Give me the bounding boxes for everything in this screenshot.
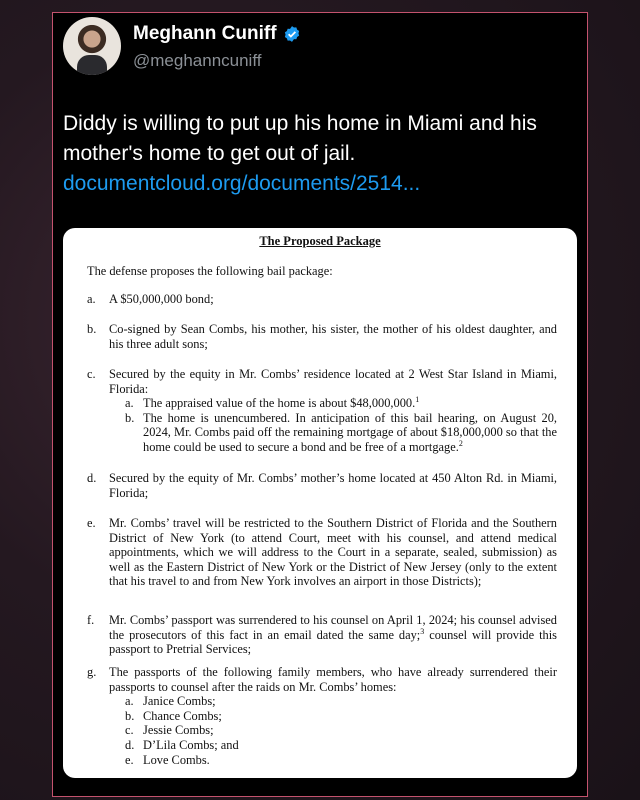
tweet-link[interactable]: documentcloud.org/documents/2514... <box>63 172 421 195</box>
item-label: c. <box>87 367 96 381</box>
item-text: Secured by the equity of Mr. Combs’ mother’s home located at 450 Alton Rd. in Miami, Florida; <box>109 471 557 500</box>
sub-item-text: Love Combs. <box>143 752 210 767</box>
tweet-text <box>63 109 573 199</box>
list-item <box>87 613 557 657</box>
item-text: Secured by the equity in Mr. Combs’ residence located at 2 West Star Island in Miami, Florida: <box>109 367 557 396</box>
item-label: e. <box>87 516 96 530</box>
list-item <box>87 367 557 455</box>
sub-item-text: The appraised value of the home is about $48,000,000. <box>143 396 416 411</box>
avatar[interactable] <box>63 17 121 75</box>
item-text: Co-signed by Sean Combs, his mother, his sister, the mother of his oldest daughter, and his three adult sons; <box>109 322 557 351</box>
item-label: g. <box>87 665 97 679</box>
sub-item-label: a. <box>125 396 134 411</box>
sub-item-text: Chance Combs; <box>143 708 222 723</box>
sub-item <box>125 694 557 709</box>
tweet-header <box>63 17 563 81</box>
sub-item <box>125 396 557 411</box>
document-title: The Proposed Package <box>259 234 381 248</box>
sub-item-text: Jessie Combs; <box>143 723 214 738</box>
sub-item <box>125 411 557 455</box>
sub-item-text: D’Lila Combs; and <box>143 737 239 752</box>
list-item <box>87 322 557 351</box>
item-label: d. <box>87 471 97 485</box>
sub-item-text: The home is unencumbered. In anticipation of this bail hearing, on August 20, 2024, Mr. Combs paid off the remaining mortgage of about $18,000,000 so that the home could be used to secure a bond and be free of a mortgage. <box>143 410 557 454</box>
item-text-part: Mr. Combs’ passport was surrendered to his counsel on April 1, 2024; his counsel advised the prosecutors of this fact in an email dated the same day; <box>109 613 557 642</box>
footnote-ref: 1 <box>415 395 420 405</box>
item-text: A $50,000,000 bond; <box>109 292 214 306</box>
sub-item <box>125 723 557 738</box>
item-label: f. <box>87 613 95 627</box>
tweet-body: Diddy is willing to put up his home in Miami and his mother's home to get out of jail. <box>63 112 537 165</box>
list-item <box>87 665 557 767</box>
sub-item-label: c. <box>125 723 134 738</box>
sub-item <box>125 738 557 753</box>
list-item <box>87 471 557 500</box>
sub-item-text: Janice Combs; <box>143 694 216 709</box>
tweet-card <box>52 12 588 797</box>
document-intro: The defense proposes the following bail package: <box>87 264 333 278</box>
author-handle[interactable]: @meghanncuniff <box>133 51 262 70</box>
author-row <box>133 23 301 45</box>
document-image[interactable] <box>63 228 577 778</box>
footnote-ref: 3 <box>420 626 425 636</box>
verified-badge-icon <box>283 25 301 43</box>
item-text: The passports of the following family members, who have already surrendered their passports to counsel after the raids on Mr. Combs’ homes: <box>109 665 557 694</box>
sub-item-label: a. <box>125 694 134 709</box>
sub-item <box>125 753 557 768</box>
author-name[interactable]: Meghann Cuniff <box>133 23 277 44</box>
list-item <box>87 516 557 589</box>
item-text <box>109 613 557 657</box>
item-label: a. <box>87 292 96 306</box>
sub-item-label: b. <box>125 410 135 425</box>
item-text: Mr. Combs’ travel will be restricted to the Southern District of Florida and the Southern District of New York (to attend Court, meet with his counsel, and attend medical appointments, which we will address to the Court in a separate, sealed, submission) as well as the Eastern District of New York or the District of New Jersey (only to the extent that his travel to and from New York involves an airport in those Districts); <box>109 516 557 589</box>
item-text-part: counsel will provide this passport to Pretrial Services; <box>109 627 557 657</box>
sub-item-label: e. <box>125 752 134 767</box>
sub-item-label: b. <box>125 708 135 723</box>
sub-item <box>125 709 557 724</box>
item-label: b. <box>87 322 97 336</box>
list-item <box>87 292 557 307</box>
sub-item-label: d. <box>125 737 135 752</box>
footnote-ref: 2 <box>458 438 463 448</box>
